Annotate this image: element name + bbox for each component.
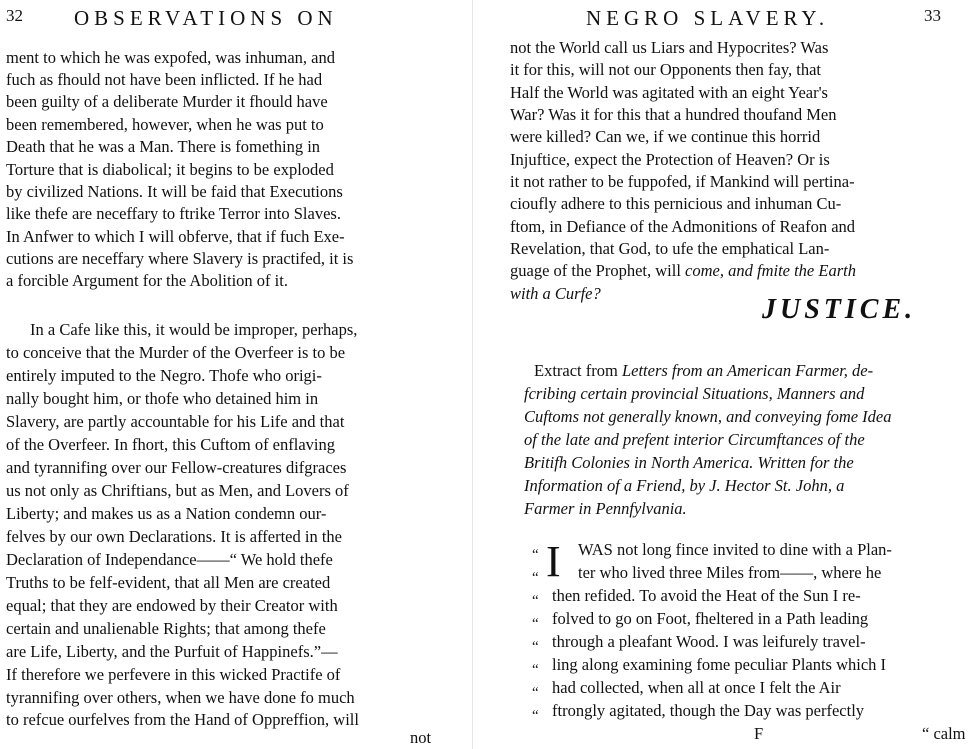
- left-para2-line: to refcue ourfelves from the Hand of Oppreffion, will: [6, 710, 359, 729]
- quote-mark: “: [532, 685, 539, 701]
- left-text-line: been remembered, however, when he was put to: [6, 115, 324, 134]
- left-para2-line: of the Overfeer. In fhort, this Cuftom of enflaving: [6, 435, 335, 454]
- left-text-line: ment to which he was expofed, was inhuman, and: [6, 48, 336, 67]
- left-para2-line: Liberty; and makes us as a Nation condemn our-: [6, 504, 327, 523]
- left-para2-line: are Life, Liberty, and the Purfuit of Happinefs.”—: [6, 642, 338, 661]
- left-para2-line: us not only as Chriftians, but as Men, and Lovers of: [6, 481, 349, 500]
- extract-line: [534, 361, 873, 381]
- left-text-line: a forcible Argument for the Abolition of it.: [6, 271, 288, 290]
- left-catchword: not: [410, 728, 432, 747]
- quote-line: through a pleafant Wood. I was leifurely travel-: [552, 632, 866, 651]
- quote-line: ftrongly agitated, though the Day was perfectly: [552, 701, 865, 720]
- left-para2-line: and tyrannifing over our Fellow-creatures difgraces: [6, 458, 347, 477]
- left-text-line: Torture that is diabolical; it begins to be exploded: [6, 160, 334, 179]
- left-page-number: 32: [6, 6, 23, 25]
- left-para2-line: to conceive that the Murder of the Overfeer is to be: [6, 343, 346, 362]
- left-text-line: In Anfwer to which I will obferve, that if fuch Exe-: [6, 227, 345, 246]
- right-text-line: cioufly adhere to this pernicious and inhuman Cu-: [510, 194, 842, 213]
- right-text-line: Injuftice, expect the Protection of Heaven? Or is: [510, 150, 830, 169]
- left-text-line: fuch as fhould not have been inflicted. If he had: [6, 70, 323, 89]
- quote-line: ter who lived three Miles from——, where he: [578, 563, 882, 582]
- right-page-number: 33: [924, 6, 941, 25]
- quote-mark: “: [532, 570, 539, 586]
- quote-mark: “: [532, 547, 539, 563]
- right-text-line: Half the World was agitated with an eight Year's: [510, 83, 828, 102]
- prophet-quote-italic: come, and fmite the Earth: [685, 261, 856, 280]
- extract-line: of the late and prefent interior Circumftances of the: [524, 430, 865, 449]
- left-para2-line: certain and unalienable Rights; that among thefe: [6, 619, 326, 638]
- extract-line: Britifh Colonies in North America. Written for the: [524, 453, 854, 472]
- right-text-line: not the World call us Liars and Hypocrites? Was: [510, 38, 829, 57]
- left-para2-line: If therefore we perfevere in this wicked Practife of: [6, 665, 341, 684]
- left-text-line: by civilized Nations. It will be faid that Executions: [6, 182, 343, 201]
- left-page: [0, 0, 460, 749]
- quote-mark: “: [532, 708, 539, 724]
- signature-mark: F: [754, 724, 764, 743]
- left-text-line: been guilty of a deliberate Murder it fhould have: [6, 92, 328, 111]
- section-heading-justice: JUSTICE.: [762, 294, 917, 325]
- right-text-line: Revelation, that God, to ufe the emphatical Lan-: [510, 239, 830, 258]
- left-para2-line: felves by our own Declarations. It is afferted in the: [6, 527, 343, 546]
- left-para2-line: Declaration of Independance——“ We hold thefe: [6, 550, 333, 569]
- left-text-line: like thefe are neceffary to ftrike Terror into Slaves.: [6, 204, 341, 223]
- quote-mark: “: [532, 662, 539, 678]
- quote-line: folved to go on Foot, fheltered in a Path leading: [552, 609, 869, 628]
- quote-line: WAS not long fince invited to dine with a Plan-: [578, 540, 892, 559]
- quote-mark: “: [532, 616, 539, 632]
- quote-line: then refided. To avoid the Heat of the Sun I re-: [552, 586, 861, 605]
- extract-line: Farmer in Pennfylvania.: [524, 499, 687, 518]
- right-page: [490, 0, 980, 749]
- quote-line: had collected, when all at once I felt the Air: [552, 678, 841, 697]
- left-running-head: OBSERVATIONS ON: [74, 6, 338, 30]
- left-para2-line: entirely imputed to the Negro. Thofe who origi-: [6, 366, 322, 385]
- right-running-head: NEGRO SLAVERY.: [586, 6, 830, 30]
- right-text-line: War? Was it for this that a hundred thoufand Men: [510, 105, 837, 124]
- curse-line: with a Curfe?: [510, 284, 601, 303]
- extract-line: fcribing certain provincial Situations, Manners and: [524, 384, 865, 403]
- left-para2-line: equal; that they are endowed by their Creator with: [6, 596, 338, 615]
- left-para2-line: Truths to be felf-evident, that all Men are created: [6, 573, 331, 592]
- left-para2-line: Slavery, are partly accountable for his Life and that: [6, 412, 345, 431]
- drop-cap: I: [546, 537, 561, 586]
- left-para2-line: In a Cafe like this, it would be improper, perhaps,: [30, 320, 358, 339]
- left-text-line: Death that he was a Man. There is fomething in: [6, 137, 321, 156]
- extract-line: Information of a Friend, by J. Hector St. John, a: [524, 476, 845, 495]
- right-text-line: were killed? Can we, if we continue this horrid: [510, 127, 821, 146]
- quote-line: ling along examining fome peculiar Plants which I: [552, 655, 887, 674]
- prophet-text: guage of the Prophet, will: [510, 261, 686, 280]
- left-para2-line: tyrannifing over others, when we have done fo much: [6, 688, 355, 707]
- right-text-line: [510, 261, 856, 281]
- right-text-line: it not rather to be fuppofed, if Mankind will pertina-: [510, 172, 855, 191]
- book-gutter: [472, 0, 473, 749]
- quote-mark: “: [532, 639, 539, 655]
- extract-roman: Extract from: [534, 361, 622, 380]
- right-catchword: “ calm: [922, 724, 966, 743]
- quote-mark: “: [532, 593, 539, 609]
- right-text-line: ftom, in Defiance of the Admonitions of Reafon and: [510, 217, 856, 236]
- right-text-line: it for this, will not our Opponents then fay, that: [510, 60, 822, 79]
- left-text-line: cutions are neceffary where Slavery is practifed, it is: [6, 249, 354, 268]
- extract-line: Cuftoms not generally known, and conveying fome Idea: [524, 407, 892, 426]
- left-para2-line: nally bought him, or thofe who detained him in: [6, 389, 319, 408]
- extract-italic: Letters from an American Farmer, de-: [621, 361, 874, 380]
